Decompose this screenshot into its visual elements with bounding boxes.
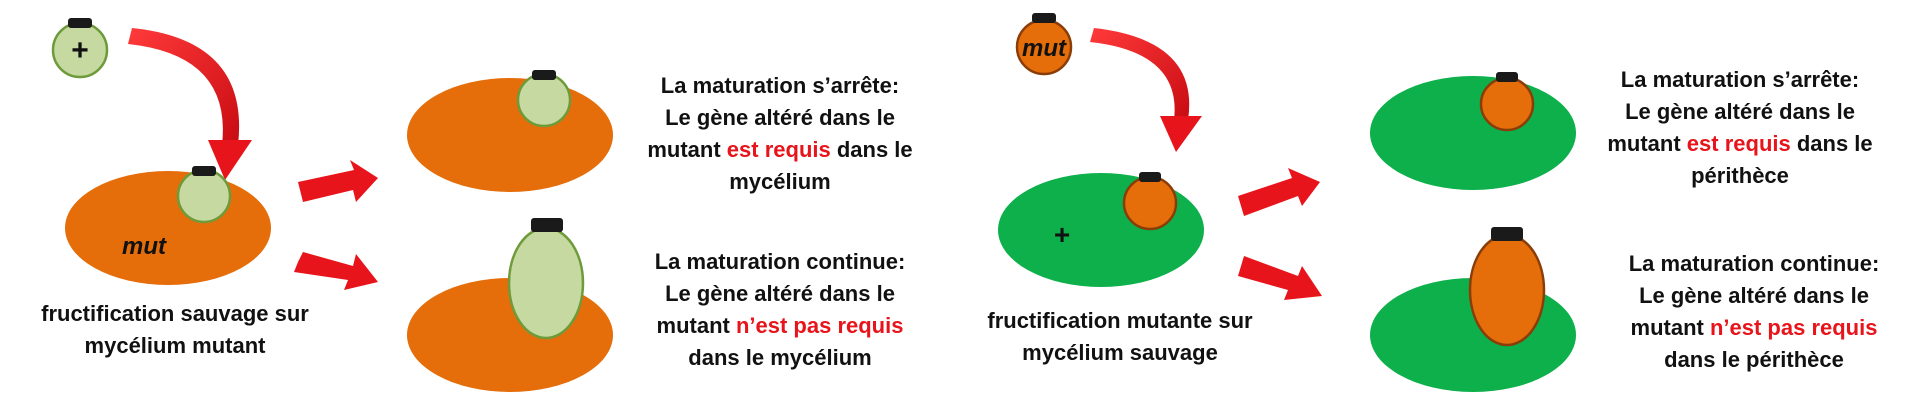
right-mycelium-wild [998,172,1204,287]
right-result-continued [1604,248,1904,376]
left-result-arrested [630,70,930,198]
left-caption-line2: mycélium mutant [84,333,266,358]
left-arrow-down [294,252,378,290]
left-outcome-arrested [407,70,613,192]
result-line [630,310,930,342]
result-title: La maturation continue: [1628,251,1880,276]
left-mycelium-mutant [65,166,271,285]
right-arrow-up [1238,168,1320,216]
result-title: La maturation s’arrête: [660,73,900,98]
result-text: mutant [1630,315,1710,340]
result-line: Le gène altéré dans le [1639,283,1869,308]
right-arrow-down [1238,256,1322,300]
large-perithecium [1470,235,1544,345]
result-line: Le gène altéré dans le [1625,99,1855,124]
right-result-arrested [1590,64,1890,192]
result-title: La maturation s’arrête: [1620,67,1860,92]
highlight-not-required: n’est pas requis [735,313,904,338]
highlight-required: est requis [1686,131,1791,156]
perithecium-neck [68,18,92,28]
small-perithecium [1481,78,1533,130]
left-arrow-up [298,160,378,202]
right-outcome-continued [1370,227,1576,392]
right-outcome-arrested [1370,72,1576,190]
highlight-required: est requis [726,137,831,162]
perithecium-neck [1032,13,1056,23]
implanted-perithecium [178,170,230,222]
highlight-not-required: n’est pas requis [1709,315,1878,340]
right-donor-perithecium [1017,13,1071,74]
right-transfer-arrow [1090,28,1202,152]
result-line: mycélium [729,169,831,194]
left-result-continued [630,246,930,374]
perithecium-neck [532,70,556,80]
perithecium-neck [1491,227,1523,241]
left-transfer-arrow [128,28,252,180]
result-line: Le gène altéré dans le [665,281,895,306]
right-donor-label: mut [1022,35,1066,62]
result-text: dans le [1790,131,1873,156]
result-text: mutant [647,137,727,162]
result-line: dans le périthèce [1664,347,1844,372]
perithecium-neck [531,218,563,232]
left-outcome-continued [407,218,613,392]
result-text: mutant [1607,131,1687,156]
result-line: périthèce [1691,163,1789,188]
result-line: Le gène altéré dans le [665,105,895,130]
result-line [630,134,930,166]
left-caption-line1: fructification sauvage sur [41,301,309,326]
implanted-perithecium [1124,177,1176,229]
perithecium-neck [1496,72,1518,82]
perithecium-neck [1139,172,1161,182]
right-caption-line1: fructification mutante sur [987,308,1253,333]
result-text: dans le [830,137,913,162]
small-perithecium [518,74,570,126]
result-line [1604,312,1904,344]
result-text: mutant [656,313,736,338]
right-mycelium-label: + [1053,219,1071,250]
large-perithecium [509,228,583,338]
left-donor-perithecium [53,18,107,77]
right-caption [955,305,1285,369]
result-line [1590,128,1890,160]
result-line: dans le mycélium [688,345,872,370]
left-donor-label: + [71,34,89,67]
perithecium-neck [192,166,216,176]
result-title: La maturation continue: [654,249,906,274]
left-caption [10,298,340,362]
right-caption-line2: mycélium sauvage [1022,340,1218,365]
left-mycelium-label: mut [122,233,166,260]
